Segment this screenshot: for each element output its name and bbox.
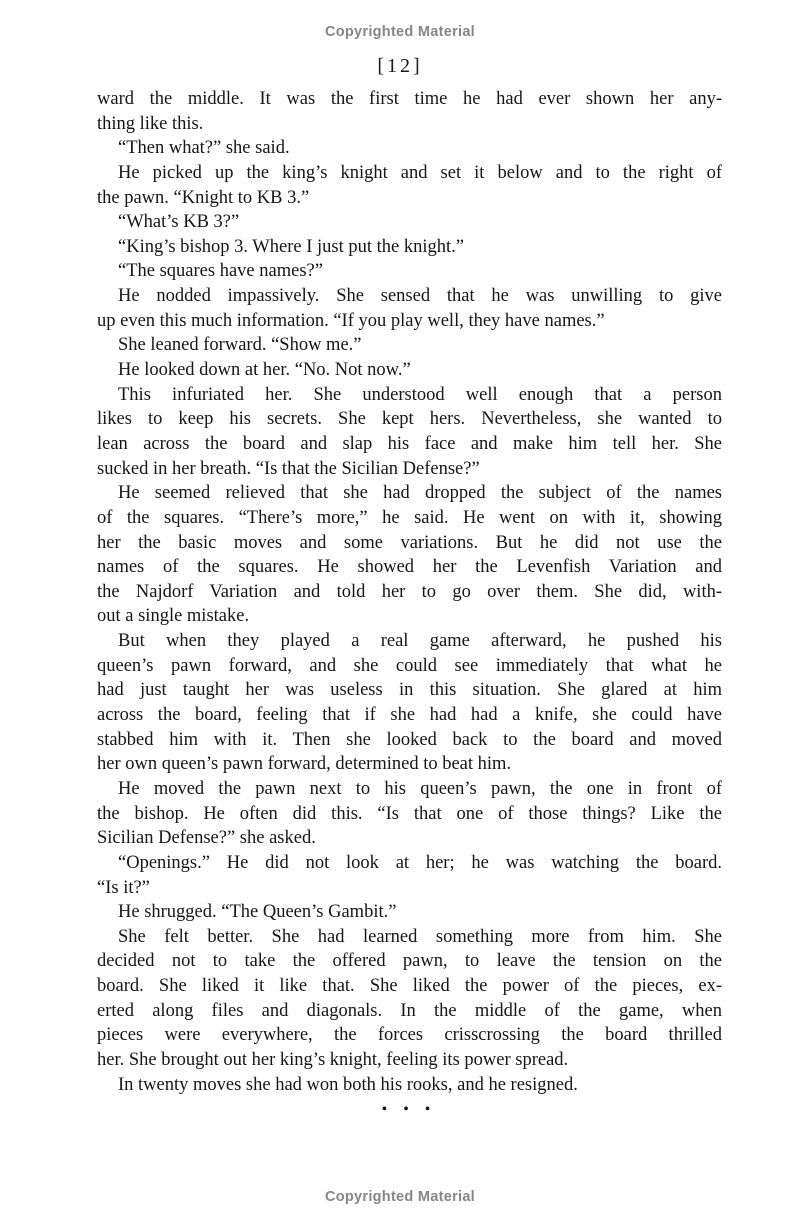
text-line: names of the squares. He showed her the Levenfish Variation and xyxy=(97,557,722,578)
text-line: He moved the pawn next to his queen’s pawn, the one in front of xyxy=(118,778,722,799)
text-line: ward the middle. It was the first time he had ever shown her any- xyxy=(97,89,722,109)
text-line: She leaned forward. “Show me.” xyxy=(118,335,362,356)
paragraph xyxy=(97,383,722,482)
text-line: stabbed him with it. Then she looked back to the board and moved xyxy=(97,729,722,750)
copyright-notice-bottom: Copyrighted Material xyxy=(324,1189,475,1205)
text-line: He seemed relieved that she had dropped the subject of the names xyxy=(118,483,722,504)
paragraph xyxy=(97,333,722,358)
paragraph xyxy=(97,161,722,210)
text-line: He nodded impassively. She sensed that he was unwilling to give xyxy=(118,286,722,307)
paragraph xyxy=(97,1073,722,1098)
text-line: likes to keep his secrets. She kept hers. Nevertheless, she wanted to xyxy=(97,409,722,430)
text-line: queen’s pawn forward, and she could see immediately that what he xyxy=(97,655,722,676)
text-line: “Is it?” xyxy=(97,877,150,898)
paragraph xyxy=(97,136,722,161)
text-line: erted along files and diagonals. In the middle of the game, when xyxy=(97,1000,722,1021)
paragraph xyxy=(97,259,722,284)
paragraph xyxy=(97,284,722,333)
text-line: “King’s bishop 3. Where I just put the knight.” xyxy=(118,236,464,257)
text-line: had just taught her was useless in this situation. She glared at him xyxy=(97,680,722,701)
text-line: lean across the board and slap his face and make him tell her. She xyxy=(97,433,722,454)
paragraph xyxy=(97,481,722,629)
page-body xyxy=(97,87,722,1097)
text-line: out a single mistake. xyxy=(97,606,250,627)
text-line: the Najdorf Variation and told her to go over them. She did, with- xyxy=(97,581,722,602)
text-line: In twenty moves she had won both his rooks, and he resigned. xyxy=(118,1074,578,1095)
text-line: thing like this. xyxy=(97,113,204,134)
text-line: sucked in her breath. “Is that the Sicilian Defense?” xyxy=(97,458,480,479)
copyright-notice-top: Copyrighted Material xyxy=(324,24,475,40)
text-line: Sicilian Defense?” she asked. xyxy=(97,828,316,849)
text-line: her the basic moves and some variations. But he did not use the xyxy=(97,532,722,553)
paragraph xyxy=(97,87,722,136)
text-line: the pawn. “Knight to KB 3.” xyxy=(97,187,310,208)
paragraph xyxy=(97,629,722,777)
paragraph xyxy=(97,925,722,1073)
paragraph xyxy=(97,235,722,260)
paragraph xyxy=(97,777,722,851)
text-line: He looked down at her. “No. Not now.” xyxy=(118,360,411,381)
text-line: He picked up the king’s knight and set it below and to the right of xyxy=(118,162,722,183)
text-line: board. She liked it like that. She liked the power of the pieces, ex- xyxy=(97,976,722,997)
paragraph xyxy=(97,358,722,383)
page-number: [12] xyxy=(377,55,423,77)
text-line: her. She brought out her king’s knight, feeling its power spread. xyxy=(97,1049,569,1070)
text-line: pieces were everywhere, the forces crisscrossing the board thrilled xyxy=(97,1025,722,1046)
text-line: across the board, feeling that if she had had a knife, she could have xyxy=(97,705,722,726)
text-line: She felt better. She had learned something more from him. She xyxy=(118,926,722,947)
text-line: This infuriated her. She understood well enough that a person xyxy=(118,384,722,405)
text-line: He shrugged. “The Queen’s Gambit.” xyxy=(118,902,397,923)
text-line: her own queen’s pawn forward, determined to beat him. xyxy=(97,754,512,775)
text-line: “What’s KB 3?” xyxy=(118,212,240,233)
text-line: “Then what?” she said. xyxy=(118,138,290,159)
text-line: the bishop. He often did this. “Is that one of those things? Like the xyxy=(97,803,722,824)
text-line: But when they played a real game afterward, he pushed his xyxy=(118,631,722,652)
paragraph xyxy=(97,900,722,925)
paragraph xyxy=(97,851,722,900)
text-line: up even this much information. “If you play well, they have names.” xyxy=(97,310,605,331)
section-break-ornament: • • • xyxy=(381,1101,431,1118)
text-line: “The squares have names?” xyxy=(118,261,323,282)
text-line: “Openings.” He did not look at her; he was watching the board. xyxy=(118,852,722,873)
text-line: of the squares. “There’s more,” he said. He went on with it, showing xyxy=(97,507,722,528)
paragraph xyxy=(97,210,722,235)
text-line: decided not to take the offered pawn, to leave the tension on the xyxy=(97,951,722,972)
